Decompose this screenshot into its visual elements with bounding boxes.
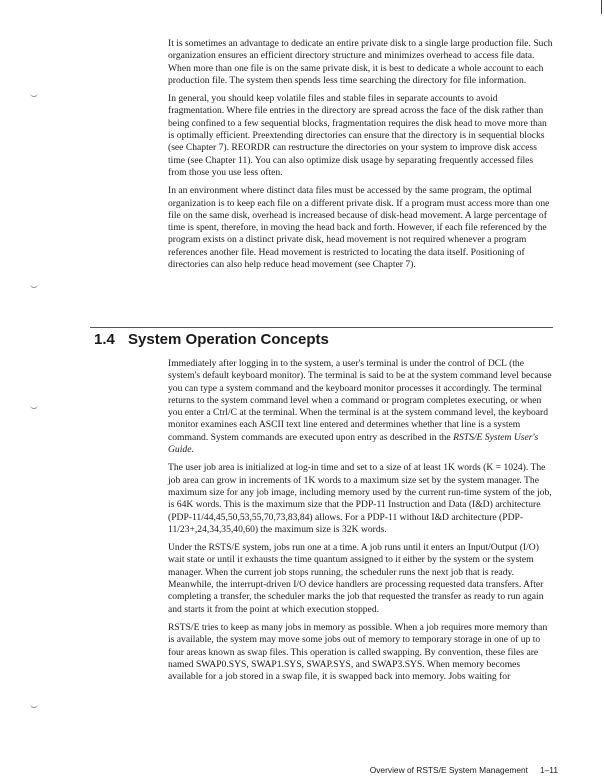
paragraph-text: . [191,444,194,456]
paragraph: In an environment where distinct data files must be accessed by the same program, the optimal organization is to keep each file on a different private disk. If a program must access more than one file on the same disk, overhead is increased because of disk-head movement. A large percentage of time is spent, therefore, in moving the head back and forth. However, if each file referenced by the program exists on a distinct private disk, head movement is not required whenever a program references another file. Head movement is restricted to locating the data itself. Positioning of directories can also help reduce head movement (see Chapter 7). [168,185,550,271]
paragraph [168,462,554,536]
margin-mark [30,283,38,288]
section-divider [90,327,553,328]
body-text-bottom [168,358,554,689]
body-text-top [168,38,554,277]
paragraph: It is sometimes an advantage to dedicate an entire private disk to a single large production file. Such organization ensures an efficient directory structure and minimizes overhead to access file data. When more than one file is on the same private disk, it is best to dedicate a whole account to each production file. The system then spends less time searching the directory for file information. [168,38,553,86]
page-footer [370,765,558,775]
paragraph-text: The user job area is initialized at log-in time and set to a size of at least 1K words (K = 1024). The job area can grow in increments of 1K words to a maximum size set by the system manager. The maximum size for any job image, including memory used by the current run-time system of the job, is 64K words. This is the maximum size that the PDP-11 Instruction and Data (I&D) architecture (PDP-11/44,45,50,53,55,70,73,83,84) allows. For a PDP-11 without I&D architecture (PDP-11/23+,24,34,35,40,60) the maximum size is 32K words. [168,462,552,535]
paragraph-text: Immediately after logging in to the system, a user's terminal is under the control of DCL (the system's default keyboard monitor). The terminal is said to be at the system command level because you can type a system command and the keyboard monitor processes it accordingly. The terminal returns to the system command level when a command or program completes executing, or when you enter a Ctrl/C at the terminal. When the terminal is at the system command level, the keyboard monitor examines each ASCII text line entered and determines whether that line is a system command. System commands are executed upon entry as described in the [168,358,552,443]
book-title-reference: RSTS/E System User's Guide [168,431,539,456]
paragraph [168,622,554,683]
section-title: System Operation Concepts [128,331,329,348]
section-heading [94,331,329,349]
paragraph [168,358,554,456]
margin-mark [30,703,38,708]
page-number: 1–11 [539,765,558,775]
footer-title: Overview of RSTS/E System Management [369,765,528,775]
paragraph: In general, you should keep volatile files and stable files in separate accounts to avoid fragmentation. Where file entries in the directory are spread across the face of the disk rather than being confined to a few sequential blocks, fragmentation requires the disk head to move more than is optimally efficient. Preextending directories can ensure that the directory is in sequential blocks (see Chapter 7). REORDR can restructure the directories on your system to improve disk access time (see Chapter 11). You can also optimize disk usage by separating frequently accessed files from those you use less often. [168,93,547,178]
page-edge-mark [601,0,602,14]
paragraph-text: RSTS/E tries to keep as many jobs in memory as possible. When a job requires more memory than is available, the system may move some jobs out of memory to temporary storage in one of up to four areas known as swap files. This operation is called swapping. By convention, these files are named SWAP0.SYS, SWAP1.SYS, SWAP.SYS, and SWAP3.SYS. When memory becomes available for a job stored in a swap file, it is swapped back into memory. Jobs waiting for [168,621,548,683]
margin-mark [30,404,38,409]
paragraph [168,542,554,616]
paragraph-text: Under the RSTS/E system, jobs run one at a time. A job runs until it enters an Input/Output (I/O) wait state or until it exhausts the time quantum assigned to it either by the system or the system manager. When the current job stops running, the scheduler runs the next job that is ready. Meanwhile, the interrupt-driven I/O device handlers are processing requested data transfers. After completing a transfer, the scheduler marks the job that requested the transfer as ready to run again and starts it from the point at which execution stopped. [168,542,544,615]
margin-mark [30,92,38,97]
section-number: 1.4 [94,331,115,348]
